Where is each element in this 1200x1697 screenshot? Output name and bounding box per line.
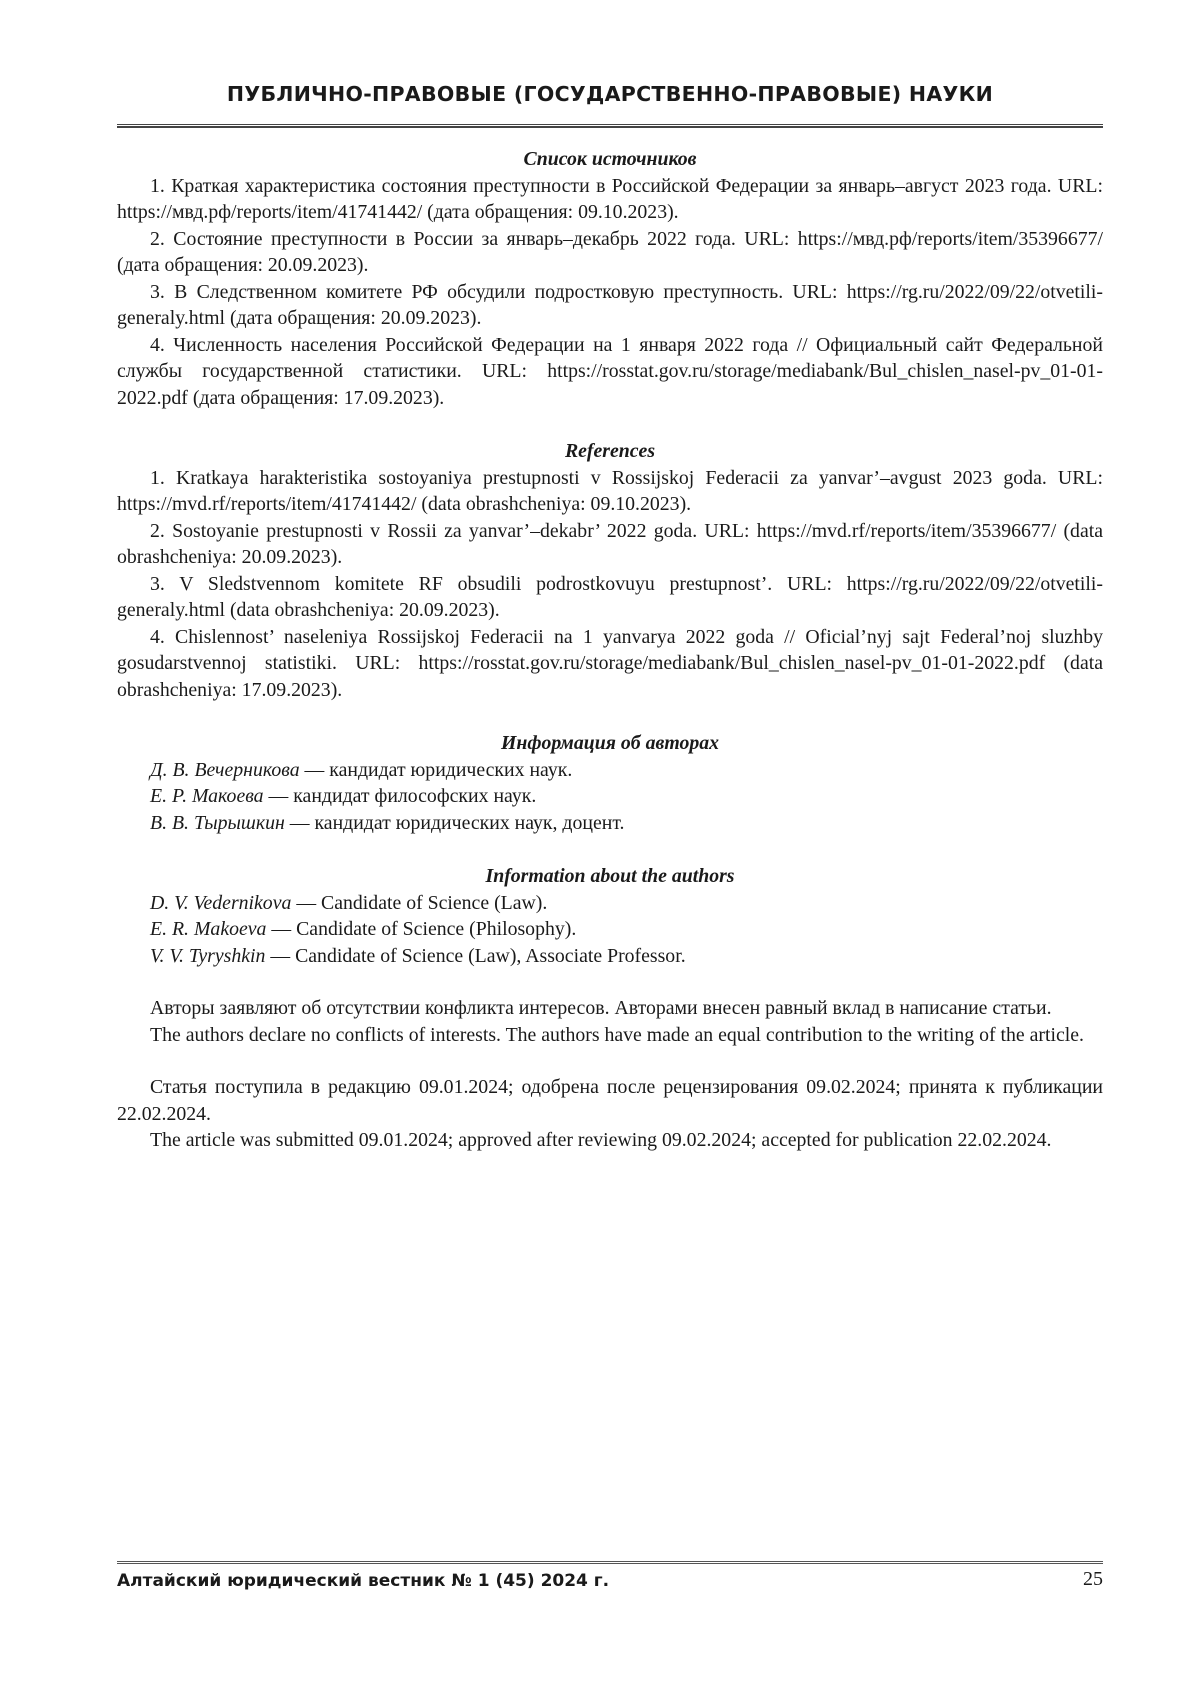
author-name: D. V. Vedernikova <box>150 891 292 914</box>
spacer <box>117 836 1103 863</box>
author-desc: — Candidate of Science (Philosophy). <box>266 918 577 940</box>
journal-name: Алтайский юридический вестник № 1 (45) 2024 г. <box>117 1571 610 1591</box>
spacer <box>117 969 1103 995</box>
reference-en-item-2: 2. Sostoyanie prestupnosti v Rossii za yanvar’–dekabr’ 2022 goda. URL: https://mvd.rf/reports/item/35396677/ (data obrashcheniya: 20.09.2023). <box>117 519 1103 568</box>
authors-en-title: Information about the authors <box>485 865 735 887</box>
article-content <box>117 146 1103 1154</box>
author-ru-2 <box>117 783 1103 810</box>
author-en-3 <box>117 943 1103 970</box>
source-ru-item-4: 4. Численность населения Российской Федерации на 1 января 2022 года // Официальный сайт Федеральной службы государственной статистики. URL: https://rosstat.gov.ru/storage/mediabank/Bul_chislen_nasel-pv_01-01-2022.pdf (дата обращения: 17.09.2023). <box>117 333 1103 409</box>
article-dates-en: The article was submitted 09.01.2024; approved after reviewing 09.02.2024; accepted for publication 22.02.2024. <box>150 1129 1052 1151</box>
author-desc: — кандидат юридических наук, доцент. <box>284 811 625 834</box>
author-name: V. V. Tyryshkin <box>150 944 266 967</box>
spacer <box>117 1048 1103 1074</box>
author-desc: — Candidate of Science (Law). <box>291 891 548 914</box>
source-ru-item-1: 1. Краткая характеристика состояния преступности в Российской Федерации за январь–август 2023 года. URL: https://мвд.рф/reports/item/41741442/ (дата обращения: 09.10.2023). <box>117 174 1103 223</box>
author-ru-1 <box>117 757 1103 784</box>
references-en-title: References <box>564 440 656 462</box>
reference-en-item-4: 4. Chislennost’ naseleniya Rossijskoj Federacii na 1 yanvarya 2022 goda // Oficial’nyj sajt Federal’noj sluzhby gosudarstvennoj statistiki. URL: https://rosstat.gov.ru/storage/mediabank/Bul_chislen_nasel-pv_01-01-2022.pdf (data obrashcheniya: 17.09.2023). <box>117 625 1103 701</box>
page <box>117 0 1103 1697</box>
author-name: E. R. Makoeva <box>150 918 267 940</box>
footer-rule <box>117 1561 1103 1564</box>
author-en-2 <box>117 916 1103 943</box>
sources-ru-title: Список источников <box>523 148 697 170</box>
conflict-declaration-en: The authors declare no conflicts of interests. The authors have made an equal contribution to the writing of the article. <box>150 1023 1084 1046</box>
author-name: Д. В. Вечерникова <box>150 758 300 781</box>
header-rule <box>117 124 1103 128</box>
source-ru-item-3: 3. В Следственном комитете РФ обсудили подростковую преступность. URL: https://rg.ru/2022/09/22/otvetili-generaly.html (дата обращения: 20.09.2023). <box>117 280 1103 329</box>
author-en-1 <box>117 890 1103 917</box>
author-name: Е. Р. Макоева <box>150 785 264 807</box>
article-dates-ru: Статья поступила в редакцию 09.01.2024; одобрена после рецензирования 09.02.2024; принята к публикации 22.02.2024. <box>117 1076 1103 1125</box>
author-ru-3 <box>117 810 1103 837</box>
running-header: ПУБЛИЧНО-ПРАВОВЫЕ (ГОСУДАРСТВЕННО-ПРАВОВЫЕ) НАУКИ <box>226 82 994 106</box>
author-desc: — кандидат философских наук. <box>263 785 537 807</box>
author-desc: — Candidate of Science (Law), Associate Professor. <box>265 944 686 967</box>
reference-en-item-3: 3. V Sledstvennom komitete RF obsudili podrostkovuyu prestupnost’. URL: https://rg.ru/2022/09/22/otvetili-generaly.html (data obrashcheniya: 20.09.2023). <box>117 572 1103 621</box>
source-ru-item-2: 2. Состояние преступности в России за январь–декабрь 2022 года. URL: https://мвд.рф/reports/item/35396677/ (дата обращения: 20.09.2023). <box>117 227 1103 276</box>
reference-en-item-1: 1. Kratkaya harakteristika sostoyaniya prestupnosti v Rossijskoj Federacii za yanvar’–avgust 2023 goda. URL: https://mvd.rf/reports/item/41741442/ (data obrashcheniya: 09.10.2023). <box>117 466 1103 515</box>
author-desc: — кандидат юридических наук. <box>299 758 573 781</box>
spacer <box>117 411 1103 438</box>
author-name: В. В. Тырышкин <box>150 811 285 834</box>
spacer <box>117 703 1103 730</box>
page-number: 25 <box>1083 1568 1103 1590</box>
authors-ru-title: Информация об авторах <box>500 732 720 754</box>
conflict-declaration-ru: Авторы заявляют об отсутствии конфликта интересов. Авторами внесен равный вклад в написание статьи. <box>150 997 1052 1019</box>
